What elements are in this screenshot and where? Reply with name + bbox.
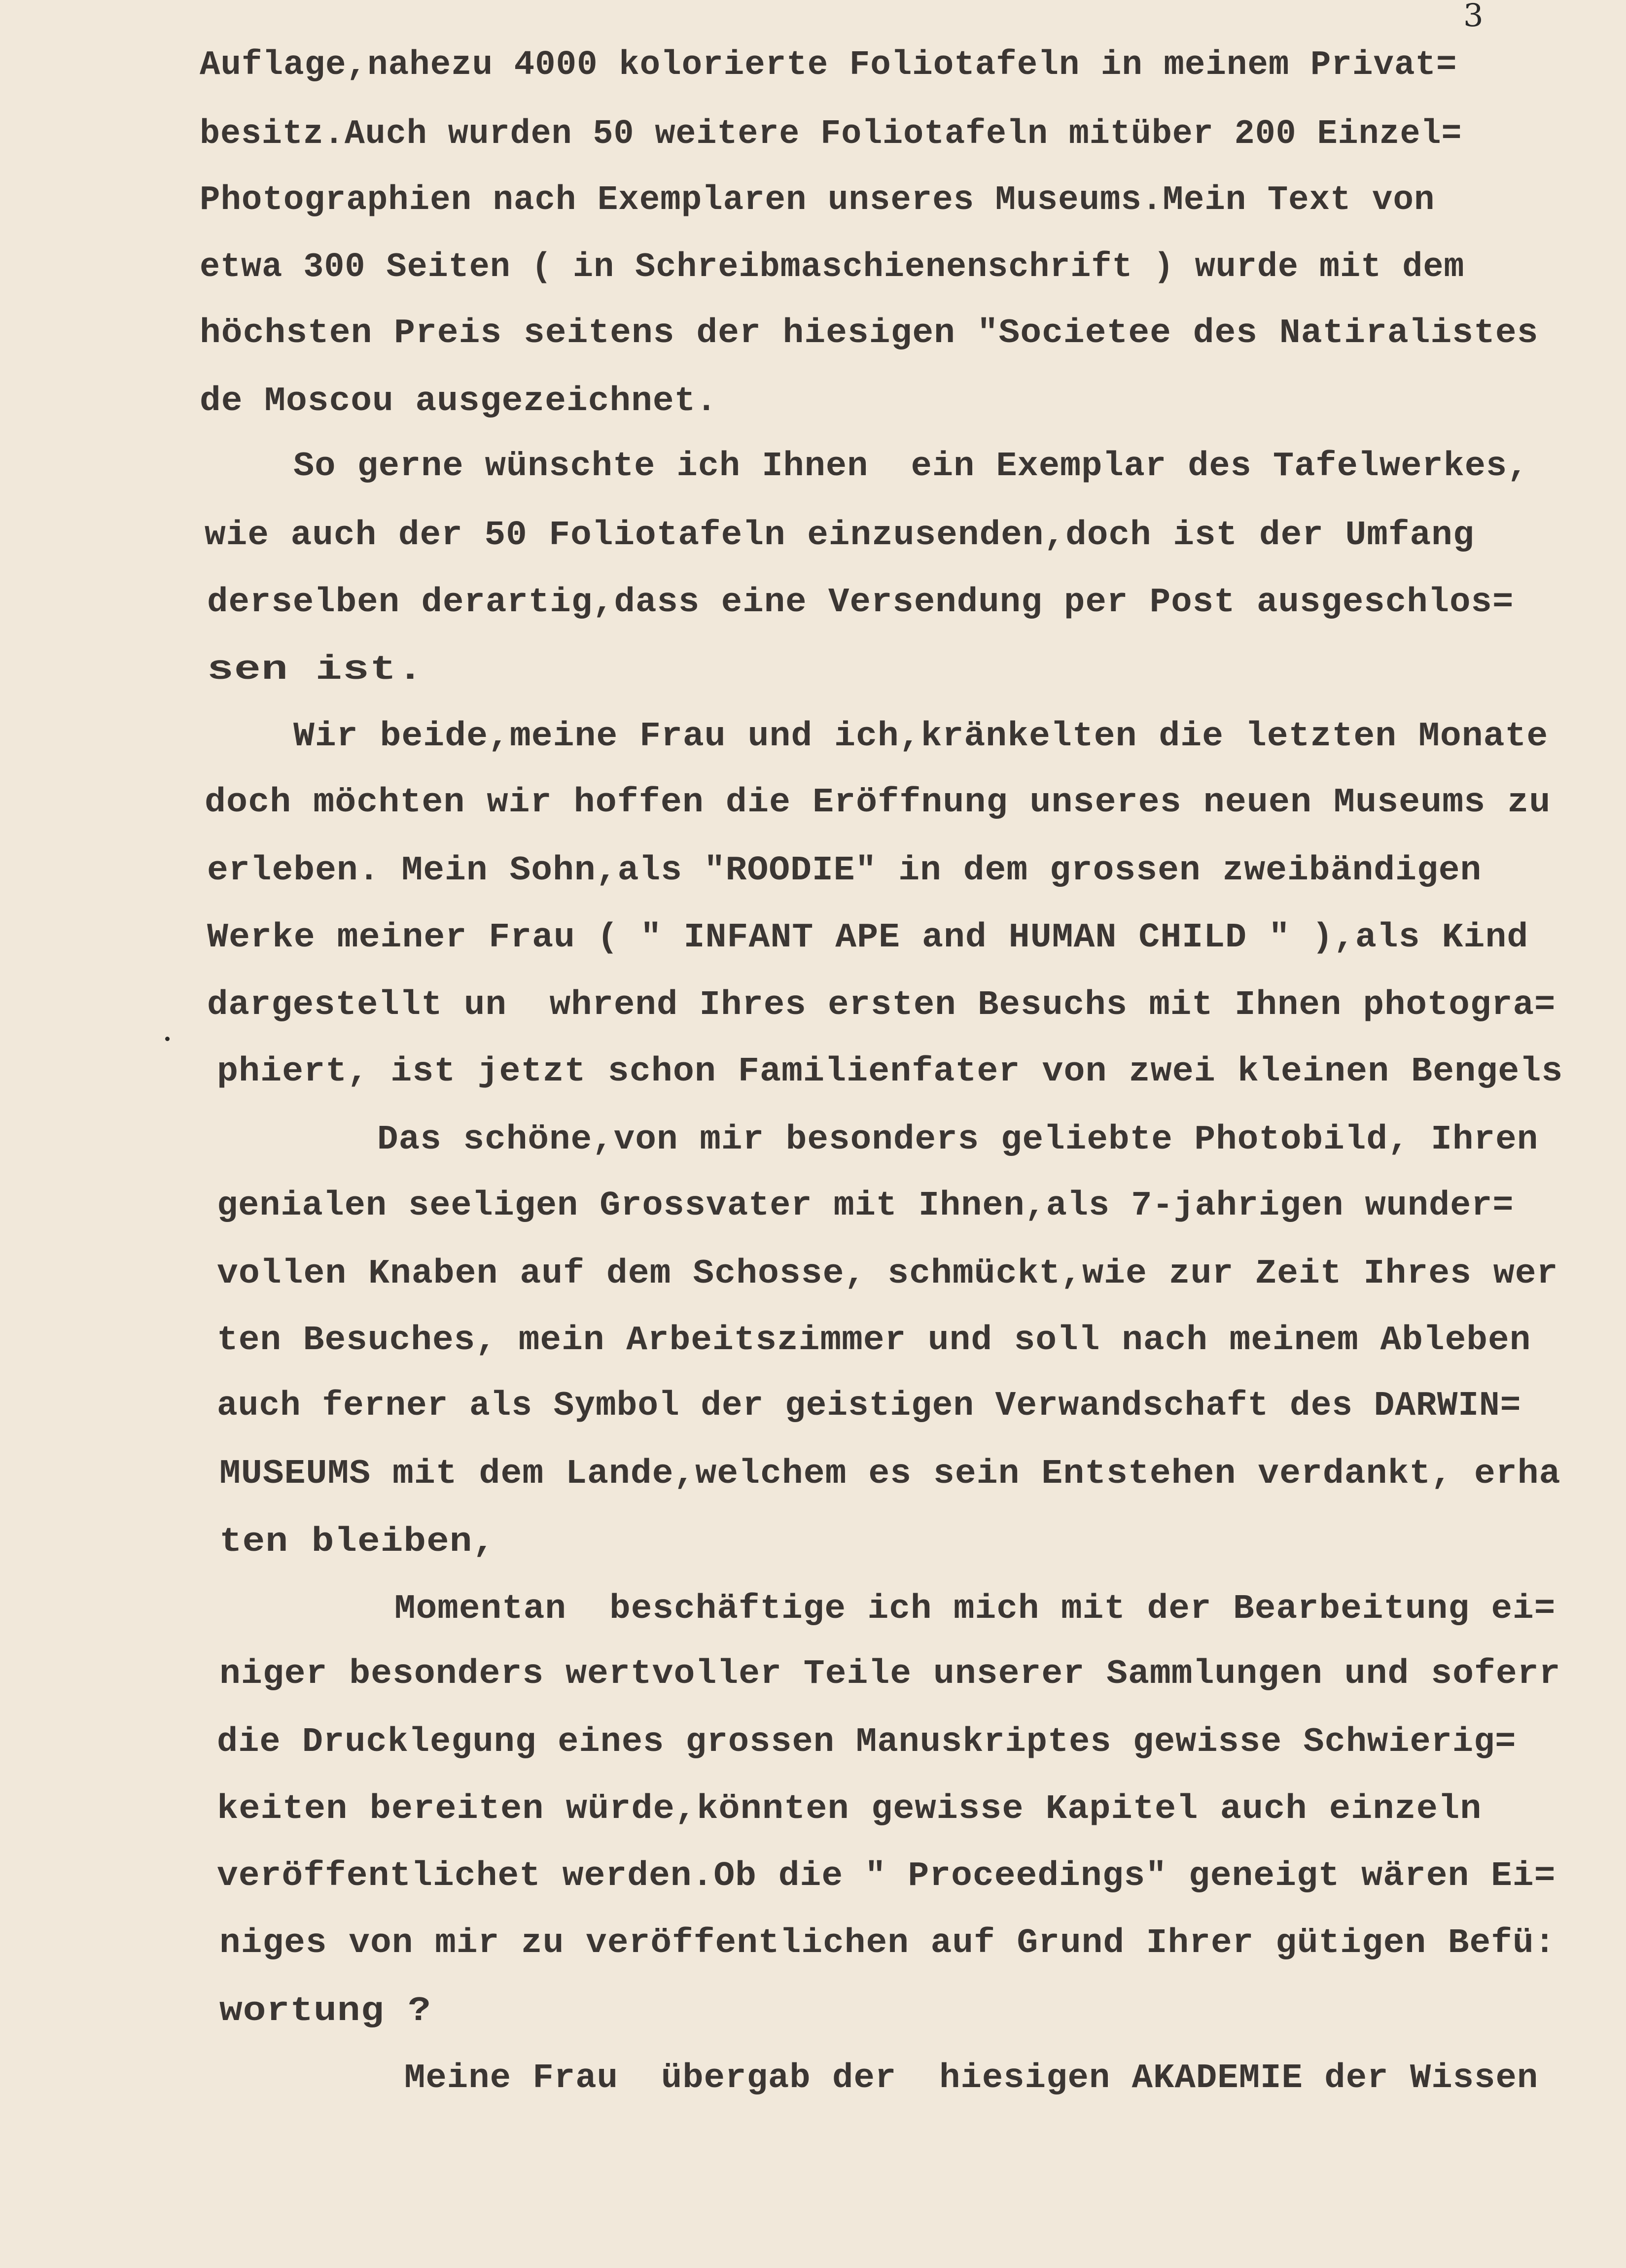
page-number: 3 xyxy=(1463,0,1484,34)
text-line: Photographien nach Exemplaren unseres Museums.Mein Text von xyxy=(200,181,1435,220)
text-line: niges von mir zu veröffentlichen auf Grund Ihrer gütigen Befü: xyxy=(219,1924,1556,1963)
text-line: sen ist. xyxy=(207,651,424,690)
text-line: vollen Knaben auf dem Schosse, schmückt,wie zur Zeit Ihres wer xyxy=(217,1255,1558,1293)
text-line: Momentan beschäftige ich mich mit der Bearbeitung ei= xyxy=(394,1590,1556,1629)
text-line: Meine Frau übergab der hiesigen AKADEMIE der Wissen xyxy=(404,2059,1539,2098)
text-line: Werke meiner Frau ( " INFANT APE and HUMAN CHILD " ),als Kind xyxy=(207,918,1529,957)
text-line: phiert, ist jetzt schon Familienfater von zwei kleinen Bengels xyxy=(217,1052,1563,1091)
text-line: derselben derartig,dass eine Versendung per Post ausgeschlos= xyxy=(207,583,1514,622)
text-line: doch möchten wir hoffen die Eröffnung unseres neuen Museums zu xyxy=(205,783,1551,822)
text-line: höchsten Preis seitens der hiesigen "Societee des Natiralistes xyxy=(200,314,1539,353)
text-line: genialen seeligen Grossvater mit Ihnen,als 7-jahrigen wunder= xyxy=(217,1186,1514,1225)
text-line: etwa 300 Seiten ( in Schreibmaschienenschrift ) wurde mit dem xyxy=(200,248,1465,287)
text-line: de Moscou ausgezeichnet. xyxy=(200,382,718,421)
text-line: Wir beide,meine Frau und ich,kränkelten die letzten Monate xyxy=(293,717,1549,756)
ink-speck xyxy=(165,1037,170,1041)
text-line: dargestellt un whrend Ihres ersten Besuchs mit Ihnen photogra= xyxy=(207,986,1556,1025)
text-line: keiten bereiten würde,könnten gewisse Kapitel auch einzeln xyxy=(217,1790,1482,1829)
text-line: Auflage,nahezu 4000 kolorierte Foliotafeln in meinem Privat= xyxy=(200,46,1457,85)
text-line: So gerne wünschte ich Ihnen ein Exemplar des Tafelwerkes, xyxy=(293,447,1529,486)
text-line: die Drucklegung eines grossen Manuskriptes gewisse Schwierig= xyxy=(217,1723,1517,1762)
text-line: erleben. Mein Sohn,als "ROODIE" in dem grossen zweibändigen xyxy=(207,851,1482,890)
text-line: wie auch der 50 Foliotafeln einzusenden,doch ist der Umfang xyxy=(205,516,1475,555)
text-line: niger besonders wertvoller Teile unserer Sammlungen und soferr xyxy=(219,1655,1561,1694)
text-line: ten bleiben, xyxy=(219,1523,496,1562)
text-line: wortung ? xyxy=(219,1992,432,2031)
text-line: Das schöne,von mir besonders geliebte Photobild, Ihren xyxy=(377,1120,1539,1159)
text-line: auch ferner als Symbol der geistigen Verwandschaft des DARWIN= xyxy=(217,1387,1521,1426)
text-line: MUSEUMS mit dem Lande,welchem es sein Entstehen verdankt, erha xyxy=(219,1455,1561,1494)
text-line: ten Besuches, mein Arbeitszimmer und soll nach meinem Ableben xyxy=(217,1321,1531,1360)
text-line: besitz.Auch wurden 50 weitere Foliotafeln mitüber 200 Einzel= xyxy=(200,115,1462,154)
text-line: veröffentlichet werden.Ob die " Proceedings" geneigt wären Ei= xyxy=(217,1857,1556,1896)
